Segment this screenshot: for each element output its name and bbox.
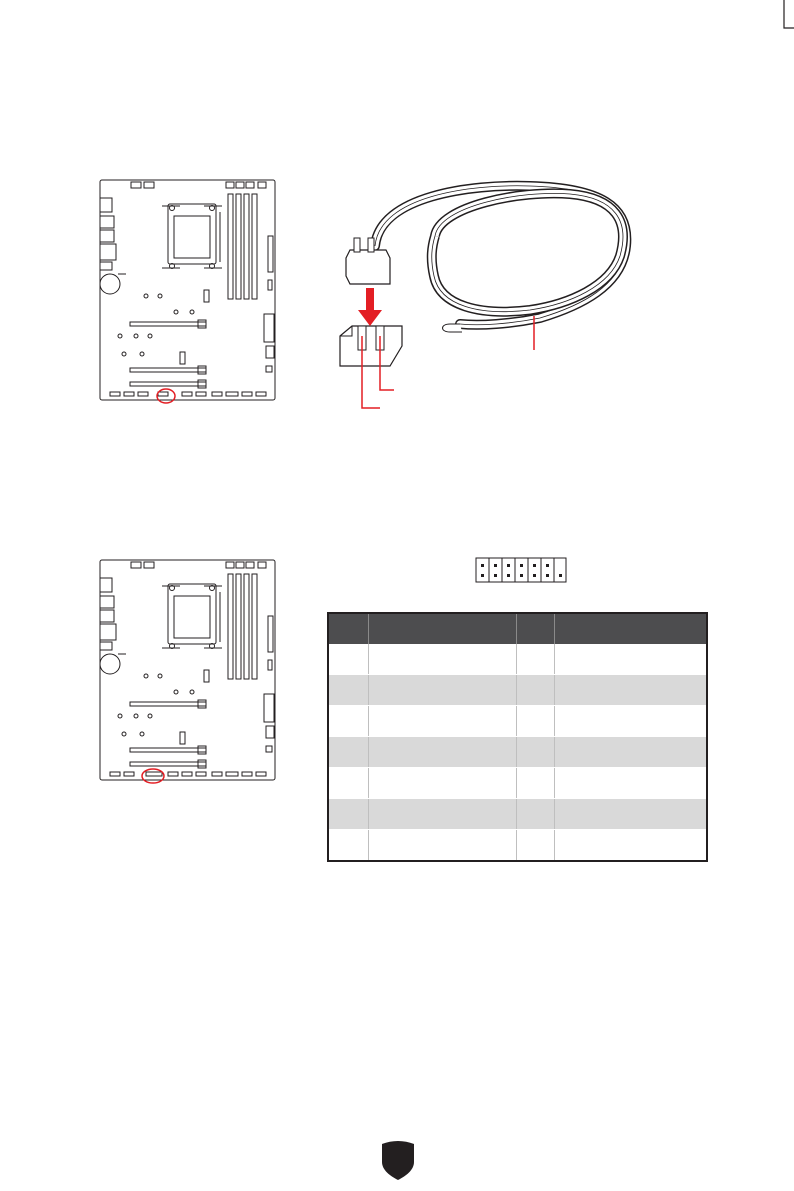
- signal-cell: [554, 830, 707, 862]
- signal-cell: [554, 799, 707, 830]
- pin-header-schematic: [474, 556, 568, 584]
- signal-cell: [368, 706, 516, 737]
- page-corner-mark: [770, 0, 794, 40]
- pin-cell: [516, 644, 554, 675]
- pinout-table: [327, 612, 708, 862]
- signal-cell: [368, 737, 516, 768]
- pin-cell: [516, 675, 554, 706]
- header-signal-a: [368, 613, 516, 644]
- signal-cell: [554, 675, 707, 706]
- pin-cell: [328, 737, 368, 768]
- msi-shield-icon: [380, 1138, 416, 1182]
- signal-cell: [554, 706, 707, 737]
- signal-cell: [368, 799, 516, 830]
- signal-cell: [368, 830, 516, 862]
- pin-cell: [516, 799, 554, 830]
- table-row: [328, 737, 707, 768]
- pin-cell: [328, 706, 368, 737]
- signal-cell: [368, 644, 516, 675]
- header-pin-a: [328, 613, 368, 644]
- signal-cell: [554, 768, 707, 799]
- pin-cell: [328, 799, 368, 830]
- motherboard-diagram-bottom: [96, 556, 280, 784]
- pin-cell: [516, 768, 554, 799]
- pin-cell: [328, 644, 368, 675]
- thermistor-cable-diagram: [330, 176, 640, 416]
- signal-cell: [554, 644, 707, 675]
- pin-cell: [328, 675, 368, 706]
- table-row: [328, 830, 707, 862]
- pin-cell: [516, 830, 554, 862]
- pin-cell: [516, 706, 554, 737]
- table-row: [328, 644, 707, 675]
- pin-cell: [328, 768, 368, 799]
- header-pin-b: [516, 613, 554, 644]
- pin-cell: [328, 830, 368, 862]
- signal-cell: [368, 768, 516, 799]
- header-signal-b: [554, 613, 707, 644]
- pinout-table-header: [328, 613, 707, 644]
- insert-arrow-icon: [358, 288, 382, 326]
- signal-cell: [368, 675, 516, 706]
- table-row: [328, 768, 707, 799]
- table-row: [328, 675, 707, 706]
- motherboard-diagram-top: [96, 176, 280, 404]
- pin-cell: [516, 737, 554, 768]
- table-row: [328, 706, 707, 737]
- signal-cell: [554, 737, 707, 768]
- table-row: [328, 799, 707, 830]
